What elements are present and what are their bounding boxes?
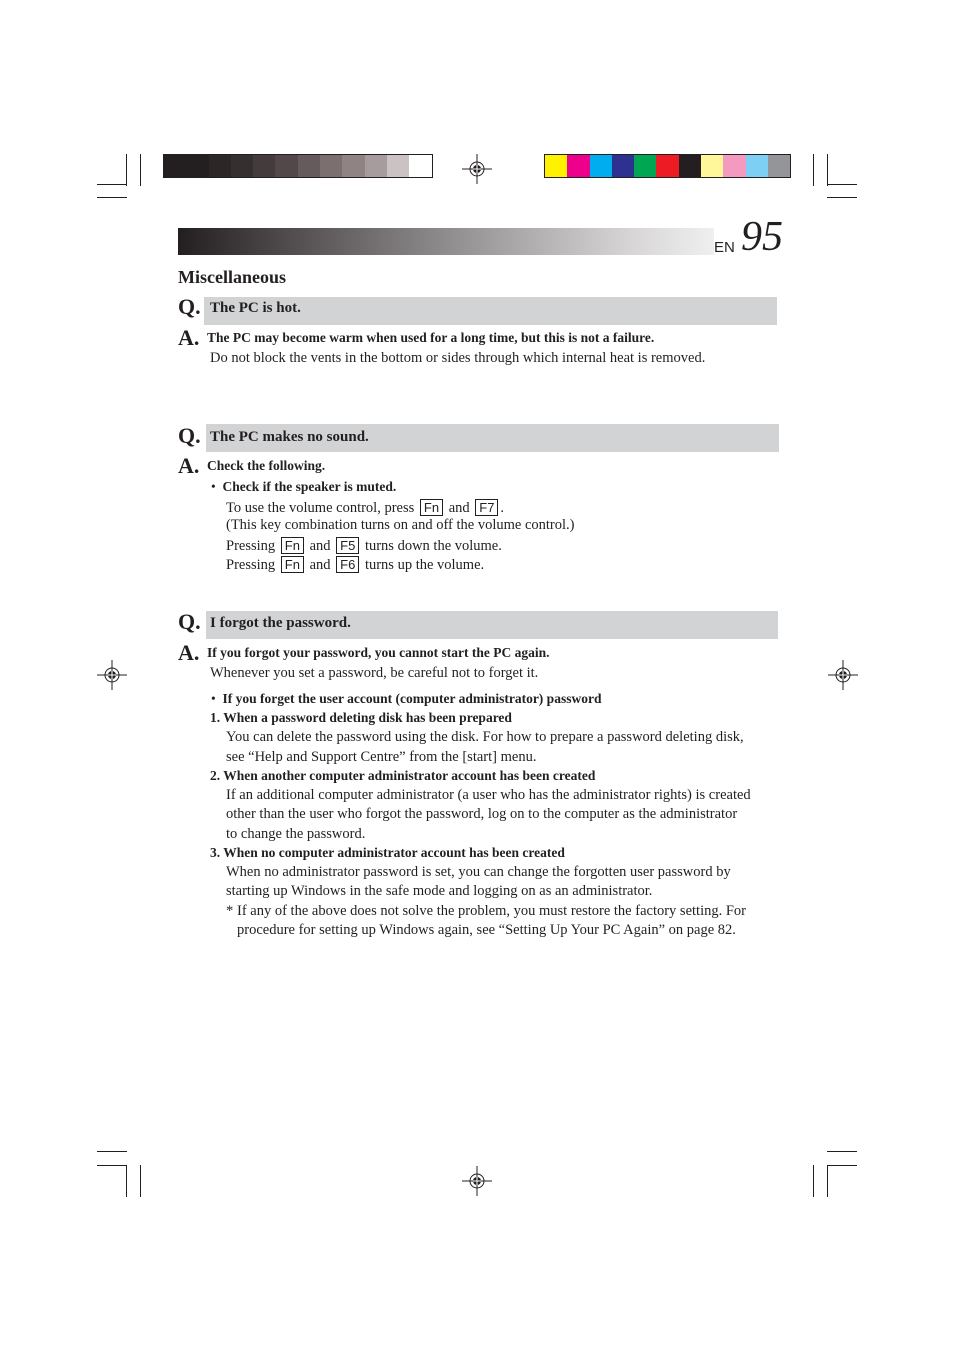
- crop-mark: [827, 197, 857, 198]
- crop-mark: [97, 197, 127, 198]
- text-fragment: To use the volume control, press: [226, 500, 415, 516]
- crop-mark: [813, 1165, 814, 1197]
- f7-key: F7: [475, 499, 498, 516]
- crop-mark: [140, 1165, 141, 1197]
- answer-text: Whenever you set a password, be careful not to forget it.: [210, 665, 539, 681]
- color-swatch: [365, 155, 387, 177]
- question-text: I forgot the password.: [210, 615, 351, 631]
- text-line: other than the user who forgot the password, log on to the computer as the administrator: [226, 806, 738, 822]
- fn-key: Fn: [281, 537, 304, 554]
- color-swatch: [387, 155, 409, 177]
- text-fragment: turns down the volume.: [364, 538, 502, 554]
- f6-key: F6: [336, 556, 359, 573]
- color-swatch: [746, 155, 768, 177]
- text-line: (This key combination turns on and off the volume control.): [226, 517, 575, 533]
- text-line: [226, 537, 502, 554]
- crop-mark: [126, 1165, 127, 1197]
- registration-mark-icon: [462, 1166, 492, 1196]
- language-label: EN: [714, 239, 735, 256]
- text-fragment: Pressing: [226, 538, 276, 554]
- f5-key: F5: [336, 537, 359, 554]
- bullet-icon: •: [211, 479, 216, 494]
- bullet-title: Check if the speaker is muted.: [222, 479, 397, 494]
- color-swatch: [298, 155, 320, 177]
- registration-mark-icon: [828, 660, 858, 690]
- text-line: see “Help and Support Centre” from the [start] menu.: [226, 749, 537, 765]
- text-line: When no administrator password is set, you can change the forgotten user password by: [226, 864, 731, 880]
- color-swatch: [545, 155, 567, 177]
- crop-mark: [97, 184, 127, 185]
- answer-heading: The PC may become warm when used for a long time, but this is not a failure.: [207, 330, 655, 345]
- text-fragment: .: [500, 500, 505, 516]
- section-title: Miscellaneous: [178, 267, 286, 287]
- page-number: 95: [741, 214, 783, 260]
- text-line: [226, 556, 484, 573]
- question-marker: Q.: [178, 423, 201, 448]
- bullet-item: [211, 480, 396, 494]
- crop-mark: [827, 1165, 828, 1197]
- color-swatch: [186, 155, 208, 177]
- crop-mark: [97, 1165, 127, 1166]
- text-line: [226, 499, 504, 516]
- text-fragment: and: [448, 500, 470, 516]
- crop-mark: [827, 184, 857, 185]
- color-swatch: [409, 155, 431, 177]
- text-line: If an additional computer administrator (a user who has the administrator rights) is created: [226, 787, 751, 803]
- text-fragment: and: [309, 557, 331, 573]
- list-item-title: 3. When no computer administrator account has been created: [210, 845, 565, 860]
- fn-key: Fn: [420, 499, 443, 516]
- answer-heading: Check the following.: [207, 458, 326, 473]
- header-gradient-bar: [178, 228, 714, 255]
- question-marker: Q.: [178, 294, 201, 319]
- answer-marker: A.: [178, 640, 200, 665]
- crop-mark: [126, 154, 127, 186]
- text-line: starting up Windows in the safe mode and logging on as an administrator.: [226, 883, 653, 899]
- color-swatch: [768, 155, 790, 177]
- color-swatch: [253, 155, 275, 177]
- crop-mark: [827, 1165, 857, 1166]
- question-marker: Q.: [178, 609, 201, 634]
- text-fragment: turns up the volume.: [364, 557, 485, 573]
- list-item-title: 1. When a password deleting disk has been prepared: [210, 710, 512, 725]
- color-swatch: [164, 155, 186, 177]
- color-swatch: [656, 155, 678, 177]
- bullet-icon: •: [211, 691, 216, 706]
- color-swatch: [634, 155, 656, 177]
- color-swatch: [612, 155, 634, 177]
- color-swatch: [723, 155, 745, 177]
- text-line: You can delete the password using the disk. For how to prepare a password deleting disk,: [226, 729, 744, 745]
- answer-marker: A.: [178, 325, 200, 350]
- text-fragment: Pressing: [226, 557, 276, 573]
- fn-key: Fn: [281, 556, 304, 573]
- color-swatch: [567, 155, 589, 177]
- registration-mark-icon: [97, 660, 127, 690]
- note-text: If any of the above does not solve the problem, you must restore the factory setting. For: [237, 903, 746, 919]
- color-calibration-bar: [544, 154, 791, 178]
- crop-mark: [97, 1151, 127, 1152]
- crop-mark: [813, 154, 814, 186]
- color-swatch: [209, 155, 231, 177]
- crop-mark: [827, 1151, 857, 1152]
- text-fragment: and: [309, 538, 331, 554]
- answer-heading: If you forgot your password, you cannot start the PC again.: [207, 645, 550, 660]
- registration-mark-icon: [462, 154, 492, 184]
- color-swatch: [590, 155, 612, 177]
- bullet-title: If you forget the user account (computer administrator) password: [222, 691, 602, 706]
- answer-marker: A.: [178, 453, 200, 478]
- question-text: The PC makes no sound.: [210, 429, 369, 445]
- color-swatch: [342, 155, 364, 177]
- bullet-item: [211, 692, 601, 706]
- note-text: procedure for setting up Windows again, see “Setting Up Your PC Again” on page 82.: [237, 922, 736, 938]
- note-asterisk: *: [226, 903, 234, 919]
- question-text: The PC is hot.: [210, 300, 301, 316]
- crop-mark: [140, 154, 141, 186]
- list-item-title: 2. When another computer administrator account has been created: [210, 768, 596, 783]
- color-swatch: [701, 155, 723, 177]
- answer-text: Do not block the vents in the bottom or sides through which internal heat is removed.: [210, 350, 706, 366]
- crop-mark: [827, 154, 828, 186]
- color-swatch: [275, 155, 297, 177]
- text-line: to change the password.: [226, 826, 366, 842]
- color-swatch: [320, 155, 342, 177]
- grayscale-calibration-bar: [163, 154, 433, 178]
- color-swatch: [231, 155, 253, 177]
- color-swatch: [679, 155, 701, 177]
